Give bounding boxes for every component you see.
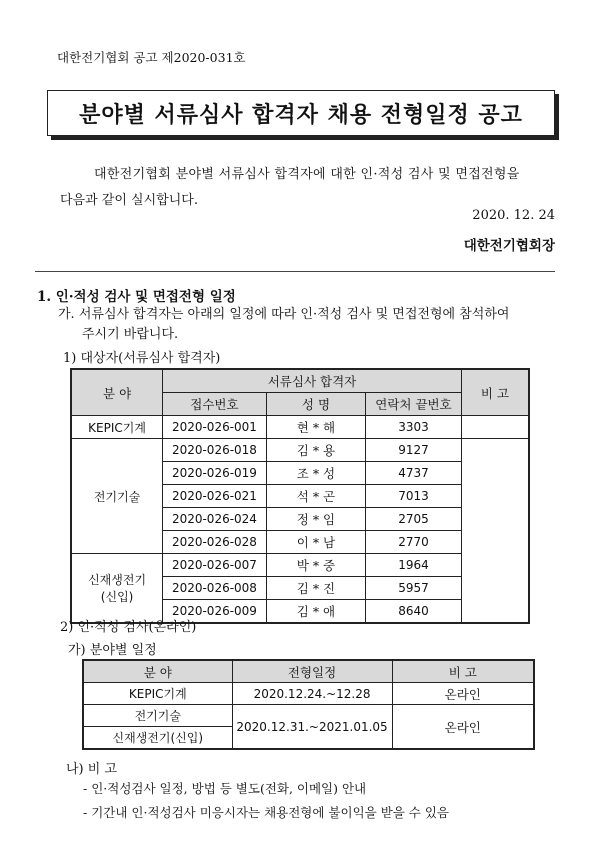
schedule-table — [82, 659, 535, 750]
number-cell: 2020-026-028 — [163, 531, 267, 554]
page-title: 분야별 서류심사 합격자 채용 전형일정 공고 — [79, 101, 523, 128]
name-cell: 박 * 중 — [266, 554, 365, 577]
name-cell: 김 * 애 — [266, 600, 365, 624]
header-field: 분 야 — [83, 660, 232, 683]
header-number: 접수번호 — [163, 393, 267, 416]
applicants-table — [70, 368, 530, 624]
notice-date: 2020. 12. 24 — [472, 208, 555, 223]
field-line-1: 신재생전기 — [88, 573, 147, 587]
header-field: 분 야 — [71, 369, 163, 416]
remarks-cell: 온라인 — [392, 683, 534, 705]
number-cell: 2020-026-007 — [163, 554, 267, 577]
field-line-2: (신입) — [100, 590, 134, 604]
name-cell: 석 * 곤 — [266, 485, 365, 508]
name-cell: 조 * 성 — [266, 462, 365, 485]
header-name: 성 명 — [266, 393, 365, 416]
contact-cell: 9127 — [366, 439, 462, 462]
table-row — [83, 705, 534, 727]
header-group: 서류심사 합격자 — [163, 369, 462, 393]
item-ga — [58, 305, 558, 345]
number-cell: 2020-026-001 — [163, 416, 267, 439]
field-cell: 전기기술 — [83, 705, 232, 727]
intro-line-2: 다음과 같이 실시합니다. — [60, 193, 198, 208]
notice-number: 대한전기협회 공고 제2020-031호 — [57, 50, 246, 65]
remarks-heading: 나) 비 고 — [66, 762, 118, 777]
sub2a-heading: 가) 분야별 일정 — [68, 643, 157, 658]
field-cell: KEPIC기계 — [83, 683, 232, 705]
number-cell: 2020-026-018 — [163, 439, 267, 462]
name-cell: 이 * 남 — [266, 531, 365, 554]
name-cell: 김 * 진 — [266, 577, 365, 600]
table-row — [71, 554, 529, 577]
item-ga-line-1: 가. 서류심사 합격자는 아래의 일정에 따라 인·적성 검사 및 면접전형에 참석하여 — [58, 307, 510, 322]
number-cell: 2020-026-008 — [163, 577, 267, 600]
contact-cell: 2705 — [366, 508, 462, 531]
contact-cell: 8640 — [366, 600, 462, 624]
contact-cell: 4737 — [366, 462, 462, 485]
table-row — [71, 439, 529, 462]
remarks-cell: 온라인 — [392, 705, 534, 750]
contact-cell: 1964 — [366, 554, 462, 577]
table-row — [71, 416, 529, 439]
header-remarks: 비 고 — [392, 660, 534, 683]
contact-cell: 3303 — [366, 416, 462, 439]
name-cell: 김 * 용 — [266, 439, 365, 462]
remarks-cell — [461, 416, 529, 439]
intro-paragraph — [60, 162, 560, 214]
number-cell: 2020-026-021 — [163, 485, 267, 508]
contact-cell: 7013 — [366, 485, 462, 508]
schedule-cell: 2020.12.31.~2021.01.05 — [232, 705, 392, 750]
organization-signature: 대한전기협회장 — [463, 238, 555, 254]
remarks-cell — [461, 439, 529, 624]
field-cell: 전기기술 — [71, 439, 163, 554]
number-cell: 2020-026-019 — [163, 462, 267, 485]
field-cell — [71, 554, 163, 624]
contact-cell: 5957 — [366, 577, 462, 600]
intro-line-1: 대한전기협회 분야별 서류심사 합격자에 대한 인·적성 검사 및 면접전형을 — [94, 167, 520, 182]
sub1-heading: 1) 대상자(서류심사 합격자) — [63, 351, 221, 366]
header-schedule: 전형일정 — [232, 660, 392, 683]
item-ga-line-2: 주시기 바랍니다. — [82, 327, 179, 342]
title-box — [47, 90, 555, 136]
field-cell: 신재생전기(신입) — [83, 727, 232, 750]
contact-cell: 2770 — [366, 531, 462, 554]
number-cell: 2020-026-024 — [163, 508, 267, 531]
sub2-heading: 2) 인·적성 검사(온라인) — [60, 620, 197, 635]
header-contact: 연락처 끝번호 — [366, 393, 462, 416]
note-2: - 기간내 인·적성검사 미응시자는 채용전형에 불이익을 받을 수 있음 — [83, 805, 450, 820]
schedule-cell: 2020.12.24.~12.28 — [232, 683, 392, 705]
header-remarks: 비 고 — [461, 369, 529, 416]
number-cell: 2020-026-009 — [163, 600, 267, 624]
table-row — [83, 683, 534, 705]
note-1: - 인·적성검사 일정, 방법 등 별도(전화, 이메일) 안내 — [83, 781, 367, 796]
field-cell: KEPIC기계 — [71, 416, 163, 439]
name-cell: 정 * 임 — [266, 508, 365, 531]
divider — [35, 271, 555, 272]
name-cell: 현 * 해 — [266, 416, 365, 439]
section1-heading: 1. 인·적성 검사 및 면접전형 일정 — [37, 289, 236, 305]
